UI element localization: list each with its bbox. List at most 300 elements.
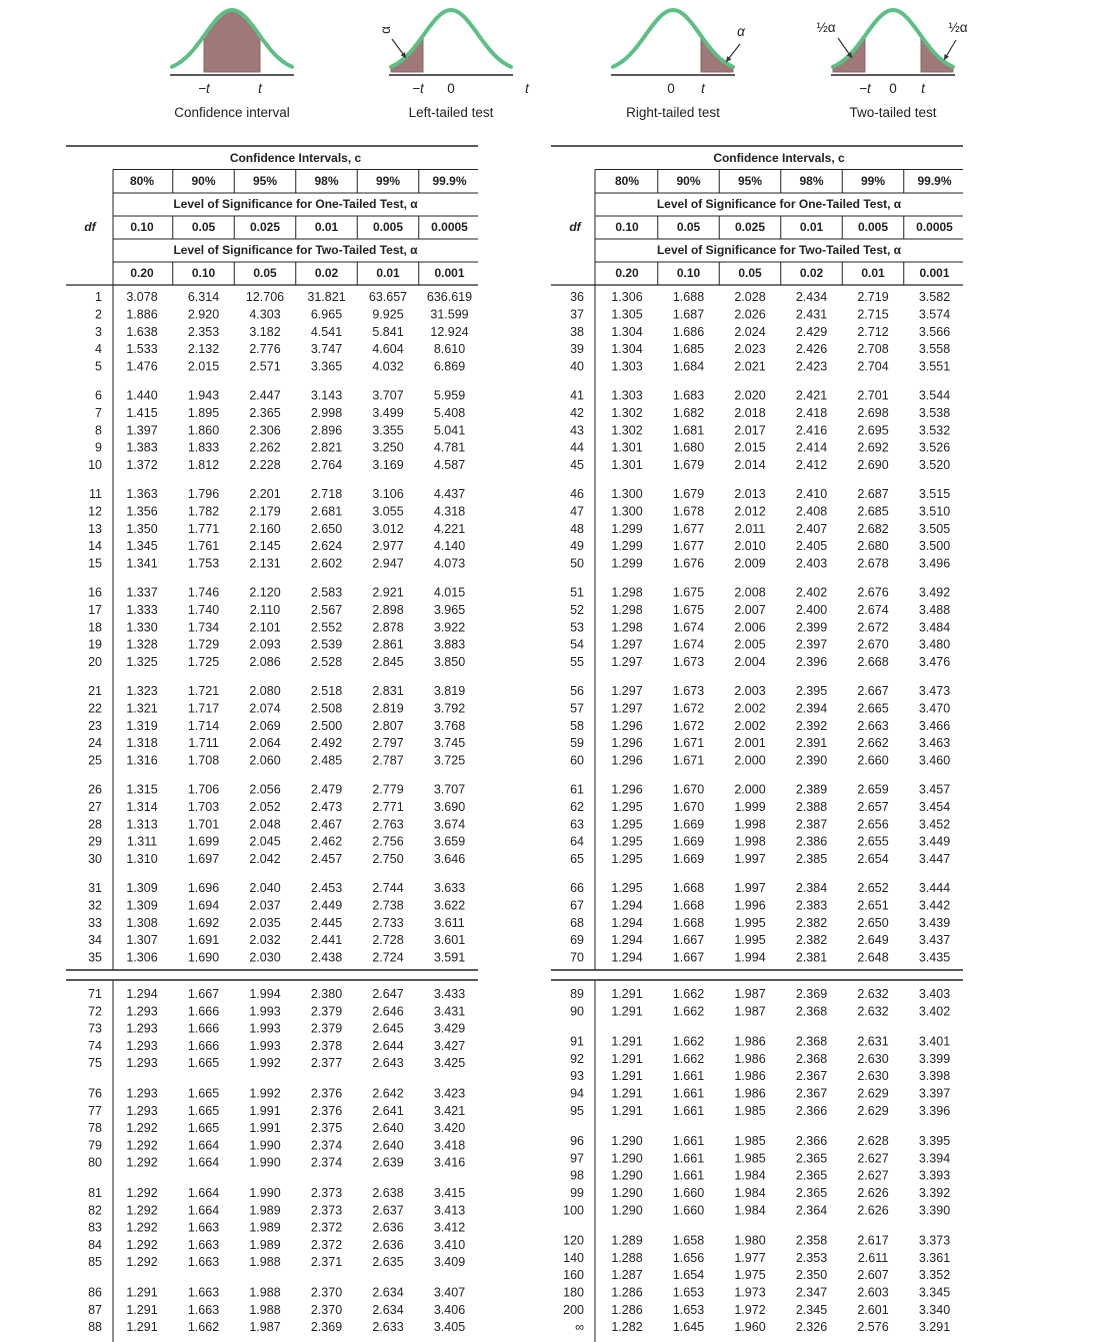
- value-cell: 1.671: [672, 753, 705, 768]
- value-cell: 2.385: [795, 852, 828, 867]
- value-cell: 1.291: [611, 1086, 643, 1101]
- two-header-1: 0.10: [676, 266, 701, 280]
- df-cell: 1: [95, 290, 102, 304]
- value-cell: 2.365: [795, 1151, 828, 1166]
- value-cell: 1.645: [672, 1320, 705, 1335]
- value-cell: 1.673: [672, 684, 705, 698]
- value-cell: 4.303: [249, 307, 281, 322]
- value-cell: 2.370: [310, 1302, 343, 1317]
- value-cell: 1.771: [187, 521, 220, 536]
- df-cell: 66: [570, 881, 584, 895]
- value-cell: 2.539: [310, 637, 343, 652]
- value-cell: 1.691: [187, 933, 220, 948]
- df-cell: 14: [88, 539, 102, 554]
- value-cell: 1.292: [126, 1138, 158, 1153]
- df-cell: 31: [88, 881, 102, 895]
- value-cell: 4.140: [433, 539, 466, 554]
- df-cell: 11: [89, 487, 102, 501]
- table-row: [570, 307, 950, 321]
- value-cell: 3.646: [433, 852, 466, 867]
- value-cell: 2.018: [734, 405, 766, 420]
- value-cell: 2.382: [795, 915, 828, 930]
- value-cell: 1.796: [187, 487, 220, 501]
- value-cell: 2.845: [372, 655, 404, 670]
- value-cell: 2.007: [734, 602, 766, 617]
- value-cell: 3.499: [372, 405, 404, 420]
- value-cell: 1.297: [611, 684, 643, 698]
- table-row: [88, 1221, 465, 1235]
- ci-header-2: 95%: [252, 174, 278, 188]
- table-row: [88, 881, 465, 895]
- value-cell: 2.500: [310, 718, 343, 733]
- value-cell: 2.179: [249, 504, 281, 519]
- df-cell: 69: [570, 933, 584, 948]
- table-row: [570, 586, 950, 600]
- value-cell: 1.994: [734, 950, 766, 965]
- value-cell: 12.706: [245, 290, 285, 304]
- value-cell: 3.454: [918, 799, 951, 814]
- value-cell: 3.690: [433, 799, 466, 814]
- value-cell: 1.987: [734, 1004, 766, 1019]
- value-cell: 1.677: [672, 539, 705, 554]
- table-row: [88, 1138, 465, 1152]
- value-cell: 2.744: [372, 881, 404, 895]
- value-cell: 3.470: [918, 701, 951, 716]
- df-cell: 21: [88, 684, 102, 698]
- value-cell: 3.390: [918, 1203, 951, 1218]
- value-cell: 1.476: [126, 359, 158, 374]
- value-cell: 2.678: [857, 556, 889, 571]
- value-cell: 2.648: [857, 950, 889, 965]
- value-cell: 2.015: [187, 359, 220, 374]
- table-row: [88, 916, 465, 930]
- value-cell: 1.306: [126, 950, 158, 965]
- value-cell: 2.583: [310, 585, 343, 600]
- value-cell: 1.697: [187, 852, 220, 867]
- value-cell: 3.431: [433, 1004, 466, 1019]
- df-cell: 63: [570, 817, 584, 832]
- value-cell: 3.449: [918, 834, 951, 849]
- value-cell: 2.367: [795, 1069, 828, 1084]
- value-cell: 2.383: [795, 898, 828, 913]
- value-cell: 2.634: [372, 1302, 404, 1317]
- table-row: [88, 754, 465, 768]
- value-cell: 2.368: [795, 1051, 828, 1066]
- value-cell: 1.310: [126, 852, 158, 867]
- value-cell: 3.435: [918, 950, 951, 965]
- table-row: [88, 586, 465, 600]
- df-cell: 74: [88, 1038, 102, 1053]
- value-cell: 1.663: [187, 1237, 220, 1252]
- df-cell: 80: [88, 1155, 102, 1170]
- value-cell: 2.947: [372, 556, 404, 571]
- value-cell: 1.985: [734, 1103, 766, 1118]
- value-cell: 1.998: [734, 817, 766, 832]
- value-cell: 2.462: [310, 834, 343, 849]
- df-cell: 18: [88, 620, 102, 635]
- value-cell: 1.291: [126, 1285, 158, 1300]
- df-cell: 42: [570, 405, 584, 420]
- value-cell: 2.412: [795, 458, 828, 473]
- value-cell: 2.528: [310, 655, 343, 670]
- value-cell: 1.291: [611, 1034, 643, 1049]
- value-cell: 3.361: [918, 1250, 951, 1265]
- value-cell: 1.289: [611, 1233, 643, 1248]
- right-upper-panel: [551, 146, 963, 970]
- label-t: t: [701, 81, 705, 96]
- value-cell: 1.993: [249, 1038, 281, 1053]
- value-cell: 1.292: [126, 1220, 158, 1235]
- value-cell: 3.365: [310, 359, 343, 374]
- value-cell: 1.295: [611, 834, 643, 849]
- value-cell: 4.032: [372, 359, 404, 374]
- value-cell: 1.341: [126, 556, 158, 571]
- value-cell: 2.384: [795, 881, 828, 895]
- value-cell: 2.367: [795, 1086, 828, 1101]
- one-header-1: 0.05: [191, 220, 216, 234]
- table-row: [570, 1069, 950, 1083]
- value-cell: 2.131: [249, 556, 281, 571]
- value-cell: 2.998: [310, 405, 343, 420]
- value-cell: 1.991: [249, 1103, 281, 1118]
- value-cell: 2.366: [795, 1134, 828, 1149]
- table-row: [570, 1134, 950, 1148]
- df-cell: 44: [570, 440, 584, 455]
- value-cell: 1.298: [611, 602, 643, 617]
- ci-header-2: 95%: [737, 174, 763, 188]
- label-neg-t: −t: [859, 81, 871, 96]
- table-row: [570, 1004, 950, 1018]
- value-cell: 2.698: [857, 405, 889, 420]
- value-cell: 1.761: [187, 539, 220, 554]
- value-cell: 2.086: [249, 655, 281, 670]
- value-cell: 1.294: [611, 898, 643, 913]
- value-cell: 2.508: [310, 701, 343, 716]
- df-cell: 40: [570, 359, 584, 374]
- table-row: [570, 1035, 950, 1049]
- value-cell: 1.288: [611, 1250, 643, 1265]
- table-row: [88, 701, 465, 715]
- df-cell: 53: [570, 620, 584, 635]
- value-cell: 2.617: [857, 1233, 889, 1248]
- df-cell: 56: [570, 684, 584, 698]
- value-cell: 1.297: [611, 655, 643, 670]
- value-cell: 1.714: [187, 718, 220, 733]
- table-row: [563, 1234, 950, 1248]
- value-cell: 31.821: [307, 290, 346, 304]
- table-row: [88, 1186, 465, 1200]
- value-cell: 5.959: [433, 388, 466, 403]
- value-cell: 2.807: [372, 718, 404, 733]
- value-cell: 2.576: [857, 1320, 889, 1335]
- value-cell: 1.296: [611, 736, 643, 751]
- value-cell: 2.353: [187, 324, 220, 339]
- value-cell: 2.492: [310, 736, 343, 751]
- value-cell: 2.647: [372, 987, 404, 1001]
- table-row: [563, 1251, 950, 1265]
- value-cell: 1.686: [672, 324, 705, 339]
- df-cell: 57: [570, 701, 584, 716]
- value-cell: 2.728: [372, 933, 404, 948]
- value-cell: 1.296: [611, 753, 643, 768]
- value-cell: 2.641: [372, 1103, 404, 1118]
- df-cell: 78: [88, 1121, 102, 1136]
- df-cell: 12: [88, 504, 102, 519]
- value-cell: 3.106: [372, 487, 404, 501]
- value-cell: 2.441: [310, 933, 343, 948]
- value-cell: 2.368: [795, 1004, 828, 1019]
- table-row: [88, 504, 465, 518]
- value-cell: 3.505: [918, 521, 951, 536]
- value-cell: 1.670: [672, 782, 705, 797]
- two-header-5: 0.001: [919, 266, 950, 280]
- df-cell: 39: [570, 342, 584, 357]
- value-cell: 2.365: [795, 1186, 828, 1200]
- value-cell: 2.449: [310, 898, 343, 913]
- value-cell: 2.626: [857, 1203, 889, 1218]
- df-cell: 180: [563, 1285, 584, 1300]
- table-row: [88, 1104, 465, 1118]
- value-cell: 3.510: [918, 504, 951, 519]
- value-cell: 2.369: [310, 1320, 343, 1335]
- value-cell: 2.626: [857, 1186, 889, 1200]
- value-cell: 1.988: [249, 1302, 281, 1317]
- value-cell: 1.664: [187, 1203, 220, 1218]
- df-cell: 8: [95, 423, 102, 438]
- df-cell: 81: [88, 1186, 102, 1200]
- value-cell: 4.221: [433, 521, 466, 536]
- value-cell: 1.675: [672, 585, 705, 600]
- value-cell: 2.708: [857, 342, 889, 357]
- value-cell: 2.898: [372, 602, 404, 617]
- value-cell: 1.295: [611, 817, 643, 832]
- value-cell: 1.397: [126, 423, 158, 438]
- value-cell: 2.603: [857, 1285, 889, 1300]
- value-cell: 1.661: [672, 1134, 705, 1149]
- value-cell: 2.630: [857, 1051, 889, 1066]
- value-cell: 1.997: [734, 881, 766, 895]
- df-cell: 15: [88, 556, 102, 571]
- table-row: [88, 638, 465, 652]
- df-cell: 33: [88, 915, 102, 930]
- df-cell: 20: [88, 655, 102, 670]
- value-cell: 2.628: [857, 1134, 889, 1149]
- value-cell: 1.680: [672, 440, 705, 455]
- df-cell: 93: [570, 1069, 584, 1084]
- df-cell: 24: [88, 736, 102, 751]
- value-cell: 3.500: [918, 539, 951, 554]
- value-cell: 1.296: [611, 782, 643, 797]
- value-cell: 1.372: [126, 458, 158, 473]
- table-row: [88, 620, 465, 634]
- value-cell: 2.423: [795, 359, 828, 374]
- label-t: t: [921, 81, 925, 96]
- value-cell: 2.381: [795, 950, 828, 965]
- value-cell: 2.479: [310, 782, 343, 797]
- value-cell: 2.407: [795, 521, 828, 536]
- value-cell: 1.782: [187, 504, 220, 519]
- value-cell: 1.665: [187, 1121, 220, 1136]
- value-cell: 1.996: [734, 898, 766, 913]
- value-cell: 1.294: [126, 987, 158, 1001]
- value-cell: 2.377: [310, 1056, 343, 1071]
- value-cell: 1.669: [672, 817, 705, 832]
- value-cell: 1.292: [126, 1186, 158, 1200]
- value-cell: 1.293: [126, 1021, 158, 1036]
- value-cell: 1.679: [672, 487, 705, 501]
- value-cell: 2.629: [857, 1086, 889, 1101]
- df-cell: 60: [570, 753, 584, 768]
- table-row: [570, 1104, 950, 1118]
- value-cell: 2.395: [795, 684, 828, 698]
- value-cell: 3.622: [433, 898, 466, 913]
- value-cell: 3.582: [918, 290, 951, 304]
- value-cell: 1.717: [187, 701, 220, 716]
- table-row: [563, 1303, 950, 1317]
- value-cell: 1.972: [734, 1302, 766, 1317]
- value-cell: 3.399: [918, 1051, 951, 1066]
- value-cell: 1.703: [187, 799, 220, 814]
- value-cell: 2.035: [249, 915, 281, 930]
- value-cell: 2.017: [734, 423, 766, 438]
- value-cell: 1.665: [187, 1056, 220, 1071]
- df-cell: 55: [570, 655, 584, 670]
- value-cell: 3.745: [433, 736, 466, 751]
- value-cell: 1.662: [672, 1034, 705, 1049]
- value-cell: 1.684: [672, 359, 705, 374]
- value-cell: 1.663: [187, 1255, 220, 1270]
- half-alpha-left: ½α: [816, 20, 836, 35]
- value-cell: 2.567: [310, 602, 343, 617]
- value-cell: 9.925: [372, 307, 404, 322]
- df-cell: 98: [570, 1168, 584, 1183]
- value-cell: 1.333: [126, 602, 158, 617]
- value-cell: 1.701: [187, 817, 220, 832]
- df-cell: 4: [95, 342, 102, 357]
- value-cell: 1.337: [126, 585, 158, 600]
- value-cell: 2.014: [734, 458, 766, 473]
- ci-header-4: 99%: [375, 174, 401, 188]
- value-cell: 1.699: [187, 834, 220, 849]
- ci-header-3: 98%: [314, 174, 339, 188]
- value-cell: 2.681: [310, 504, 343, 519]
- value-cell: 2.060: [249, 753, 281, 768]
- table-row: [570, 800, 950, 814]
- table-row: [570, 487, 950, 501]
- df-cell: 83: [88, 1220, 102, 1235]
- value-cell: 2.438: [310, 950, 343, 965]
- value-cell: 1.666: [187, 1021, 220, 1036]
- value-cell: 3.460: [918, 753, 951, 768]
- label-neg-t: −t: [412, 81, 424, 96]
- value-cell: 3.883: [433, 637, 466, 652]
- value-cell: 2.399: [795, 620, 828, 635]
- value-cell: 1.293: [126, 1038, 158, 1053]
- value-cell: 3.250: [372, 440, 404, 455]
- value-cell: 2.552: [310, 620, 343, 635]
- value-cell: 1.985: [734, 1151, 766, 1166]
- table-row: [88, 736, 465, 750]
- df-cell: 97: [570, 1151, 584, 1166]
- value-cell: 1.986: [734, 1069, 766, 1084]
- value-cell: 2.750: [372, 852, 404, 867]
- one-header-3: 0.01: [314, 220, 339, 234]
- value-cell: 1.294: [611, 950, 643, 965]
- value-cell: 2.069: [249, 718, 281, 733]
- table-row: [570, 835, 950, 849]
- value-cell: 12.924: [430, 324, 469, 339]
- value-cell: 2.861: [372, 637, 404, 652]
- df-cell: 22: [88, 701, 102, 716]
- df-cell: 50: [570, 556, 584, 571]
- df-cell: 67: [570, 898, 584, 913]
- left-upper-panel: [66, 146, 478, 970]
- table-row: [570, 603, 950, 617]
- label-zero: 0: [889, 81, 897, 96]
- value-cell: 3.551: [918, 359, 951, 374]
- value-cell: 1.664: [187, 1155, 220, 1170]
- value-cell: 2.704: [857, 359, 889, 374]
- value-cell: 2.921: [372, 585, 404, 600]
- value-cell: 2.000: [734, 782, 766, 797]
- table-row: [95, 325, 469, 339]
- value-cell: 3.393: [918, 1168, 951, 1183]
- value-cell: 2.008: [734, 585, 766, 600]
- value-cell: 1.990: [249, 1138, 281, 1153]
- df-cell: 3: [95, 324, 102, 339]
- value-cell: 3.396: [918, 1103, 951, 1118]
- value-cell: 1.298: [611, 620, 643, 635]
- value-cell: 3.544: [918, 388, 951, 403]
- value-cell: 1.307: [126, 933, 158, 948]
- df-cell: 76: [88, 1086, 102, 1101]
- value-cell: 2.379: [310, 1021, 343, 1036]
- value-cell: 3.415: [433, 1186, 466, 1200]
- df-cell: 58: [570, 718, 584, 733]
- one-tailed-title: Level of Significance for One-Tailed Test, α: [656, 197, 902, 211]
- value-cell: 1.984: [734, 1203, 766, 1218]
- value-cell: 1.989: [249, 1203, 281, 1218]
- value-cell: 3.538: [918, 405, 951, 420]
- value-cell: 1.995: [734, 915, 766, 930]
- value-cell: 1.306: [611, 290, 643, 304]
- table-row: [88, 1039, 465, 1053]
- value-cell: 1.679: [672, 458, 705, 473]
- value-cell: 1.325: [126, 655, 158, 670]
- value-cell: 2.642: [372, 1086, 404, 1101]
- value-cell: 1.415: [126, 405, 158, 420]
- value-cell: 2.373: [310, 1203, 343, 1218]
- value-cell: 2.718: [310, 487, 343, 501]
- value-cell: 4.781: [433, 440, 466, 455]
- value-cell: 1.301: [611, 458, 643, 473]
- value-cell: 1.300: [611, 504, 643, 519]
- value-cell: 2.687: [857, 487, 889, 501]
- value-cell: 2.633: [372, 1320, 404, 1335]
- table-row: [88, 557, 465, 571]
- value-cell: 2.663: [857, 718, 889, 733]
- value-cell: 1.315: [126, 782, 158, 797]
- value-cell: 1.681: [672, 423, 705, 438]
- value-cell: 2.378: [310, 1038, 343, 1053]
- value-cell: 1.683: [672, 388, 705, 403]
- value-cell: 1.662: [672, 987, 705, 1001]
- value-cell: 1.363: [126, 487, 158, 501]
- value-cell: 1.734: [187, 620, 220, 635]
- value-cell: 2.000: [734, 753, 766, 768]
- value-cell: 2.654: [857, 852, 889, 867]
- df-cell: 86: [88, 1285, 102, 1300]
